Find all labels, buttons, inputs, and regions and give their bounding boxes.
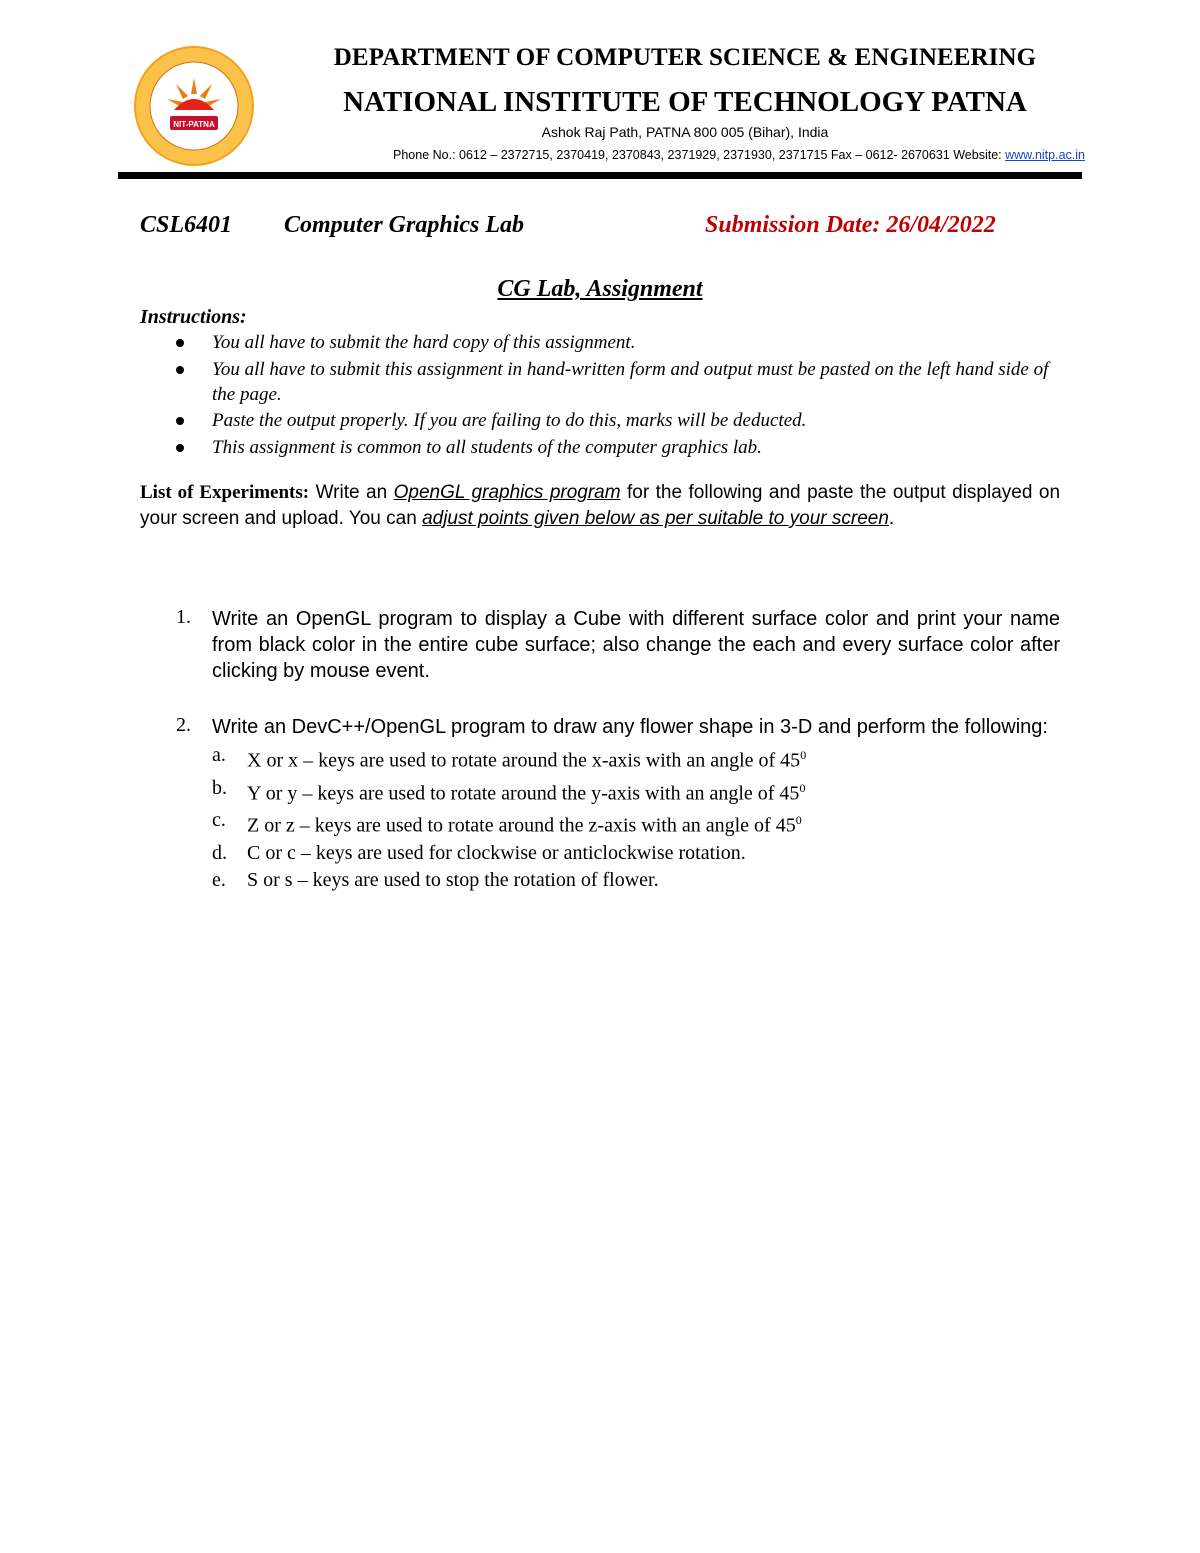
task-1 [140,606,1060,684]
institute-name: NATIONAL INSTITUTE OF TECHNOLOGY PATNA [343,86,1027,118]
subtask-item [212,775,1060,808]
submission-date: Submission Date: 26/04/2022 [705,212,996,238]
nit-patna-logo [132,44,256,168]
experiments-text: . [888,508,895,529]
adjust-points-emphasis: adjust points given below as per suitable to your screen [422,508,889,529]
instruction-item: Paste the output properly. If you are failing to do this, marks will be deducted. [140,408,1065,433]
subtask-text: Y or y – keys are used to rotate around the y-axis with an angle of 45 [247,782,800,805]
assignment-title: CG Lab, Assignment [497,276,703,302]
subtask-item [212,807,1060,840]
subtask-list [212,742,1060,894]
subtask-item [212,742,1060,775]
task-body [212,714,1060,894]
instruction-item: You all have to submit the hard copy of this assignment. [140,330,1065,355]
contact-text: Phone No.: 0612 – 2372715, 2370419, 2370843, 2371929, 2371930, 2371715 Fax – 0612- 2670631 Website: [393,148,1006,162]
superscript: 0 [795,813,802,828]
institute-address: Ashok Raj Path, PATNA 800 005 (Bihar), India [541,124,829,140]
department-name: DEPARTMENT OF COMPUTER SCIENCE & ENGINEERING [333,44,1037,71]
instruction-item: This assignment is common to all students of the computer graphics lab. [140,435,1065,460]
superscript: 0 [800,748,807,762]
course-code: CSL6401 [140,212,233,238]
subtask-marker: e. [212,868,226,891]
experiments-text: Write an [309,482,394,503]
subtask-marker: b. [212,776,227,799]
experiments-intro [140,480,1060,532]
svg-text:NIT-PATNA: NIT-PATNA [173,120,215,129]
instruction-item: You all have to submit this assignment in hand-written form and output must be pasted on the left hand side of the page. [140,357,1065,407]
subtask-marker: a. [212,744,226,766]
subtask-text: S or s – keys are used to stop the rotation of flower. [247,868,659,891]
experiments-label: List of Experiments: [140,482,310,503]
course-name: Computer Graphics Lab [284,212,525,238]
website-link[interactable]: www.nitp.ac.in [1005,148,1085,162]
opengl-program-emphasis: OpenGL graphics program [393,482,621,503]
instructions-heading: Instructions: [140,306,247,328]
header-divider [118,172,1082,179]
subtask-item [212,840,1060,867]
subtask-text: C or c – keys are used for clockwise or anticlockwise rotation. [247,841,746,864]
subtask-marker: d. [212,841,227,864]
task-number: 2. [176,714,191,736]
subtask-item [212,867,1060,894]
subtask-text: Z or z – keys are used to rotate around the z-axis with an angle of 45 [247,814,796,837]
task-number: 1. [176,606,191,628]
task-2 [140,714,1060,894]
subtask-text: X or x – keys are used to rotate around the x-axis with an angle of 45 [247,749,801,772]
superscript: 0 [799,780,806,795]
contact-info [250,148,1085,162]
subtask-marker: c. [212,809,226,832]
instructions-list [140,330,1065,461]
task-text: Write an DevC++/OpenGL program to draw any flower shape in 3-D and perform the following: [212,716,1048,738]
experiments-text: for the following and paste the output displayed on your screen and upload. You can [140,482,1061,529]
task-text: Write an OpenGL program to display a Cube with different surface color and print your name from black color in the entire cube surface; also change the each and every surface color after clicking by mouse event. [212,608,1060,682]
